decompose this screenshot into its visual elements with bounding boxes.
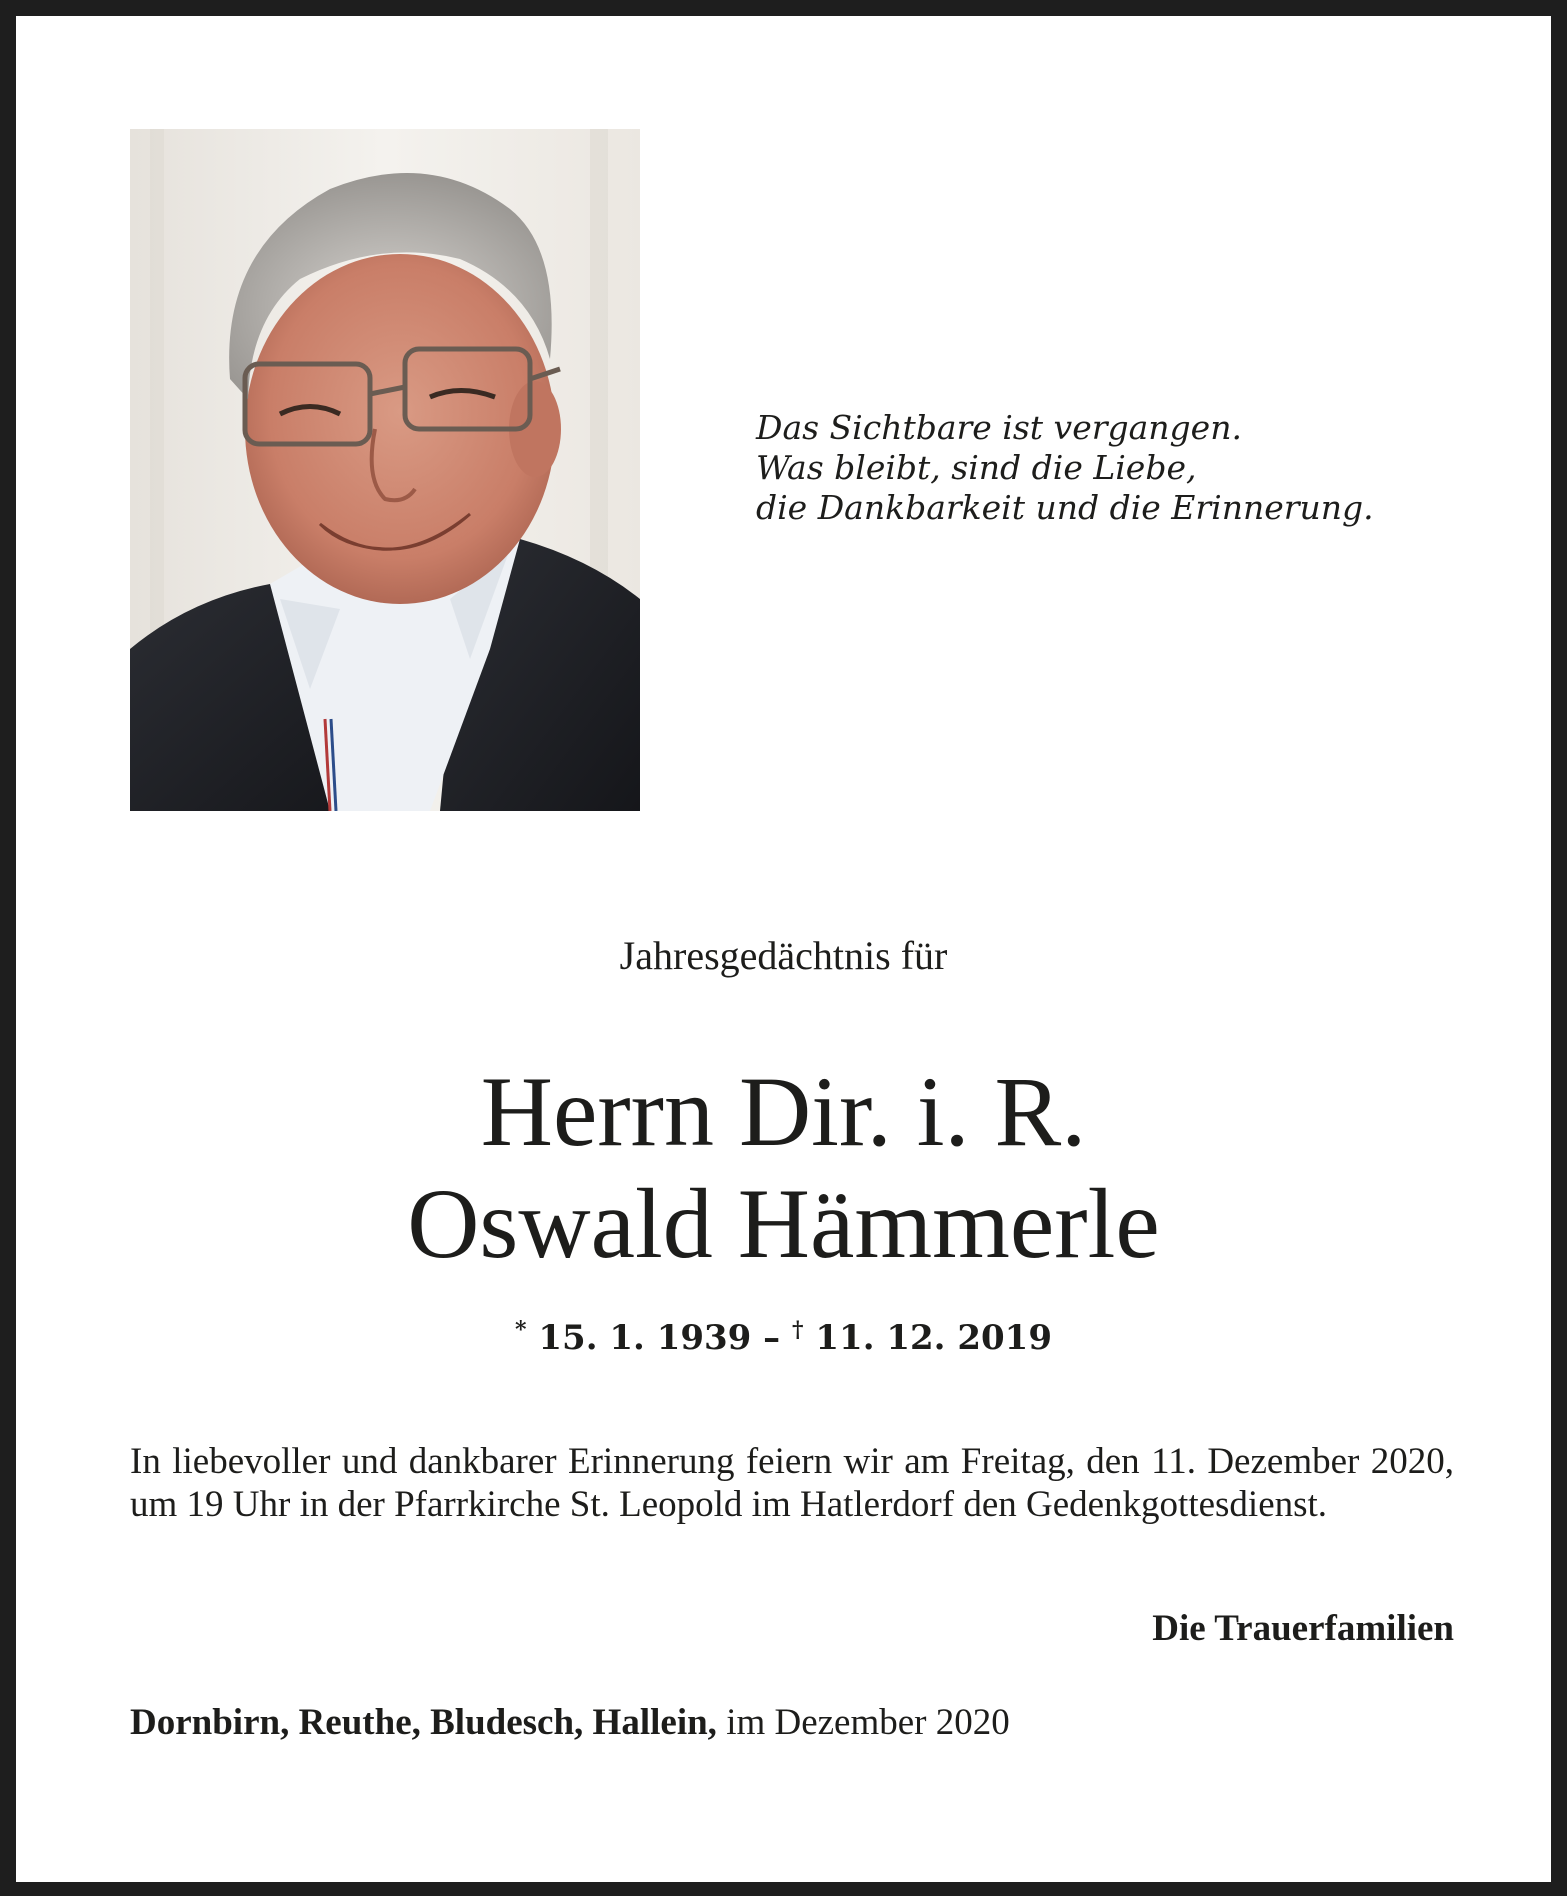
birth-symbol: * bbox=[515, 1317, 527, 1343]
memorial-quote bbox=[756, 408, 1476, 528]
places: Dornbirn, Reuthe, Bludesch, Hallein, bbox=[130, 1702, 717, 1743]
life-dates bbox=[16, 1308, 1551, 1360]
death-date: 11. 12. 2019 bbox=[815, 1318, 1052, 1358]
obituary-notice bbox=[16, 16, 1551, 1882]
death-symbol: † bbox=[792, 1317, 804, 1343]
signature: Die Trauerfamilien bbox=[1152, 1608, 1454, 1649]
name-full-line: Oswald Hämmerle bbox=[407, 1168, 1160, 1279]
name-title-line: Herrn Dir. i. R. bbox=[480, 1056, 1087, 1167]
quote-line: die Dankbarkeit und die Erinnerung. bbox=[756, 488, 1374, 527]
place-and-date bbox=[130, 1700, 1010, 1746]
notice-date: im Dezember 2020 bbox=[726, 1702, 1010, 1743]
quote-line: Das Sichtbare ist vergangen. bbox=[756, 408, 1242, 447]
birth-date: 15. 1. 1939 bbox=[538, 1318, 752, 1358]
portrait-photo bbox=[130, 129, 640, 811]
deceased-name bbox=[16, 1056, 1551, 1280]
service-announcement: In liebevoller und dankbarer Erinnerung feiern wir am Freitag, den 11. Dezember 2020, um 19 Uhr in der Pfarrkirche St. Leopold im Hatlerdorf den Gedenkgottesdienst. bbox=[130, 1441, 1454, 1525]
intro-line: Jahresgedächtnis für bbox=[619, 933, 948, 978]
date-separator: – bbox=[763, 1318, 781, 1358]
quote-line: Was bleibt, sind die Liebe, bbox=[756, 448, 1197, 487]
